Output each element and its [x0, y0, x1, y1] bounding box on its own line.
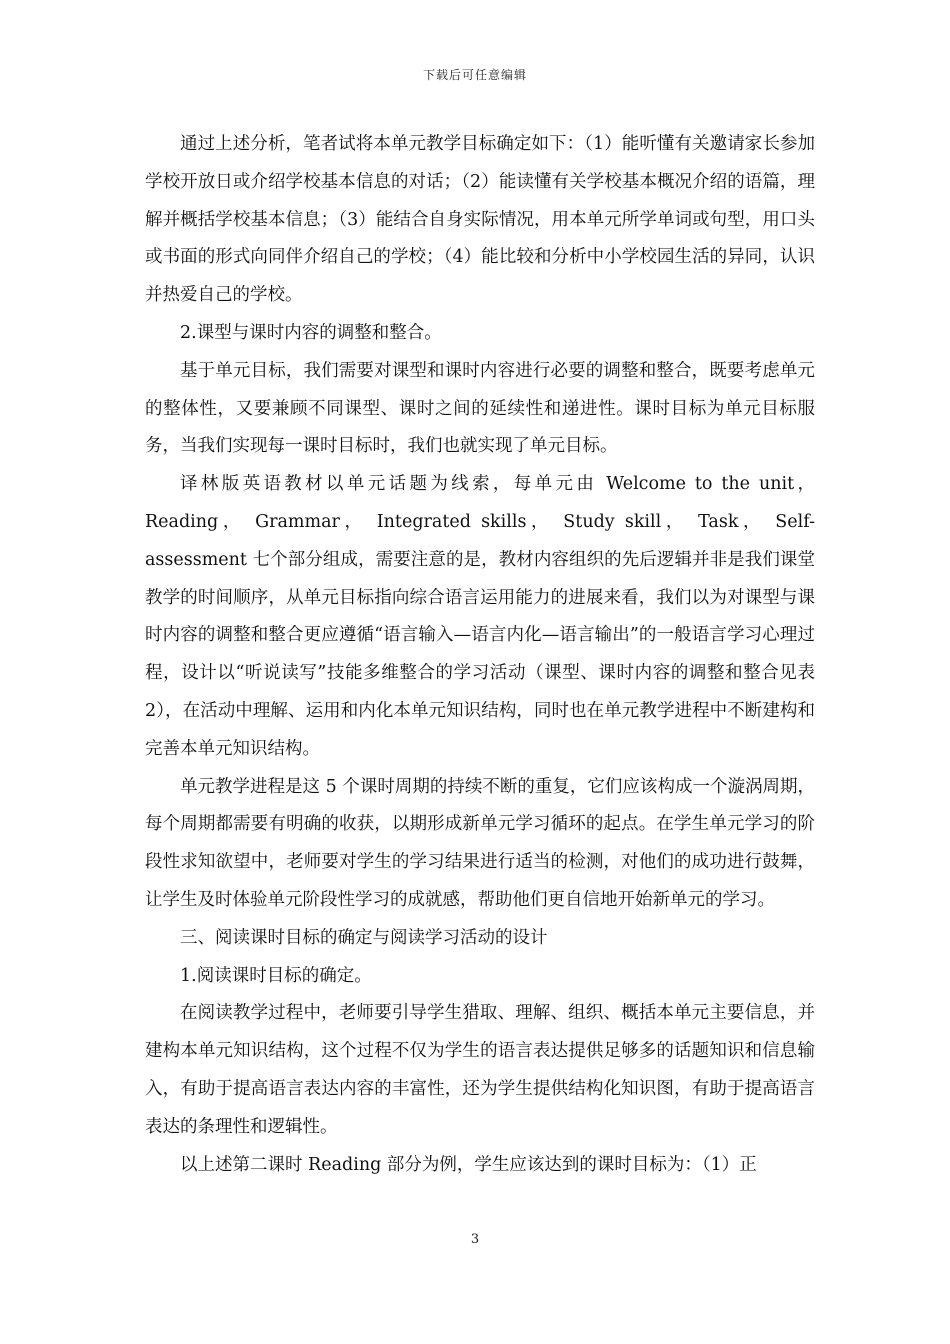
paragraph-heading-2: 2.课型与课时内容的调整和整合。 — [180, 322, 442, 343]
section-heading-3: 三、阅读课时目标的确定与阅读学习活动的设计 — [180, 927, 548, 948]
paragraph-adjustment: 基于单元目标，我们需要对课型和课时内容进行必要的调整和整合，既要考虑单元的整体性，又要兼顾不同课型、课时之间的延续性和递进性。课时目标为单元目标服务，当我们实现每一课时目标时，我们也就实现了单元目标。 — [145, 360, 815, 457]
paragraph-reading-teaching: 在阅读教学过程中，老师要引导学生猎取、理解、组织、概括本单元主要信息，并建构本单元知识结构，这个过程不仅为学生的语言表达提供足够多的话题知识和信息输入，有助于提高语言表达内容的丰富性，还为学生提供结构化知识图，有助于提高语言表达的条理性和逻辑性。 — [145, 1003, 815, 1137]
paragraph-cycle: 单元教学进程是这 5 个课时周期的持续不断的重复，它们应该构成一个漩涡周期，每个周期都需要有明确的收获，以期形成新单元学习循环的起点。在学生单元学习的阶段性求知欲望中，老师要对学生的学习结果进行适当的检测，对他们的成功进行鼓舞，让学生及时体验单元阶段性学习的成就感，帮助他们更自信地开始新单元的学习。 — [145, 776, 815, 910]
paragraph-textbook: 译林版英语教材以单元话题为线索，每单元由 Welcome to the unit，Reading， Grammar， Integrated skills， Study skill， Task， Self-assessment 七个部分组成，需要注意的是，教材内容组织的先后逻辑并非是我们课堂教学的时间顺序，从单元目标指向综合语言运用能力的进展来看，我们以为对课型与课时内容的调整和整合更应遵循“语言输入—语言内化—语言输出”的一般语言学习心理过程，设计以“听说读写”技能多维整合的学习活动（课型、课时内容的调整和整合见表 2），在活动中理解、运用和内化本单元知识结构，同时也在单元教学进程中不断建构和完善本单元知识结构。 — [145, 474, 815, 759]
page-header: 下载后可任意编辑 — [422, 68, 527, 82]
paragraph-unit-goals: 通过上述分析，笔者试将本单元教学目标确定如下：（1）能听懂有关邀请家长参加学校开放日或介绍学校基本信息的对话；（2）能读懂有关学校基本概况介绍的语篇，理解并概括学校基本信息；（3）能结合自身实际情况，用本单元所学单词或句型，用口头或书面的形式向同伴介绍自己的学校；（4）能比较和分析中小学校园生活的异同，认识并热爱自己的学校。 — [145, 134, 815, 306]
page-number: 3 — [470, 1232, 480, 1247]
paragraph-lesson-example: 以上述第二课时 Reading 部分为例，学生应该达到的课时目标为：（1）正 — [180, 1154, 757, 1175]
document-body — [145, 126, 815, 1184]
paragraph-heading-reading-goals: 1.阅读课时目标的确定。 — [180, 965, 372, 986]
